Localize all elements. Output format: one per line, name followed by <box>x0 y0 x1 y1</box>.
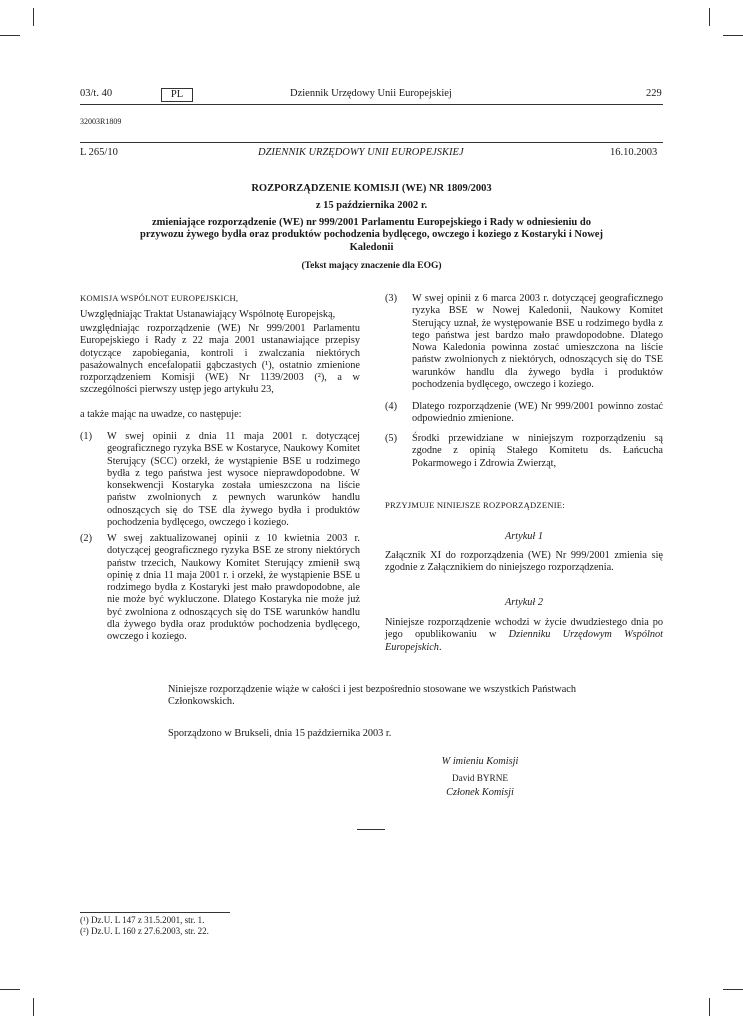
footnote-text: Dz.U. L 147 z 31.5.2001, str. 1. <box>90 915 205 925</box>
recital-2 <box>80 533 360 658</box>
recital-5 <box>385 433 663 473</box>
crop-mark <box>709 8 710 26</box>
recital-text: Środki przewidziane w niniejszym rozporządzeniu są zgodne z opinią Stałego Komitetu ds. Łańcucha Pokarmowego i Zdrowia Zwierząt, <box>412 433 663 469</box>
article-2-heading: Artykuł 2 <box>504 597 544 608</box>
signature-role: Członek Komisji <box>446 787 514 798</box>
oj-header-rule <box>80 142 663 143</box>
preamble-commission: KOMISJA WSPÓLNOT EUROPEJSKICH, <box>80 293 239 303</box>
journal-title: Dziennik Urzędowy Unii Europejskiej <box>290 88 452 99</box>
crop-mark <box>723 989 743 990</box>
crop-mark <box>709 998 710 1016</box>
header-rule <box>80 104 663 105</box>
celex-number: 32003R1809 <box>80 117 122 126</box>
recital-number: (5) <box>385 433 398 444</box>
journal-page-number: 229 <box>646 88 662 99</box>
article-1-heading: Artykuł 1 <box>504 531 544 542</box>
footnote-rule <box>80 912 230 913</box>
regulation-title: ROZPORZĄDZENIE KOMISJI (WE) NR 1809/2003 <box>251 183 492 194</box>
recital-3 <box>385 293 663 391</box>
article-2-text <box>385 617 663 654</box>
oj-reference: L 265/10 <box>80 147 118 158</box>
signature-on-behalf: W imieniu Komisji <box>441 756 519 767</box>
recital-number: (3) <box>385 293 398 304</box>
binding-clause: Niniejsze rozporządzenie wiąże w całości i jest bezpośrednio stosowane we wszystkich Państwach Członkowskich. <box>168 684 576 708</box>
crop-mark <box>33 998 34 1016</box>
crop-mark <box>0 35 20 36</box>
article-2-text-start: Niniejsze rozporządzenie wchodzi w życie dwudziestego dnia po jego opublikowaniu w <box>385 617 663 641</box>
recital-1 <box>80 431 360 531</box>
adoption-statement: PRZYJMUJE NINIEJSZE ROZPORZĄDZENIE: <box>385 500 565 510</box>
oj-title: DZIENNIK URZĘDOWY UNII EUROPEJSKIEJ <box>258 147 464 158</box>
footnote-text: Dz.U. L 160 z 27.6.2003, str. 22. <box>90 926 209 936</box>
footnote-mark: (¹) <box>80 915 89 925</box>
article-1-text: Załącznik XI do rozporządzenia (WE) Nr 999/2001 zmienia się zgodnie z Załącznikiem do niniejszego rozporządzenia. <box>385 550 663 574</box>
recital-4 <box>385 401 663 427</box>
preamble-regulation: uwzględniając rozporządzenie (WE) Nr 999/2001 Parlamentu Europejskiego i Rady z 22 maja 2001 ustanawiające przepisy dotyczące zapobiegania, kontroli i zwalczania niektórych pasażowalnych encefalopatii gąbczastych (¹), ostatnio zmienione rozporządzeniem Komisji (WE) Nr 1139/2003 (²), a w szczególności pierwszy ustęp jego artykułu 23, <box>80 323 360 396</box>
journal-issue: 03/t. 40 <box>80 88 113 99</box>
article-2-text-end: . <box>438 641 442 653</box>
journal-name-italic: Dzienniku Urzędowym Wspólnot Europejskich <box>385 629 663 653</box>
recital-text: W swej opinii z 6 marca 2003 r. dotyczącej geograficznego ryzyka BSE w Nowej Kaledonii, Naukowy Komitet Sterujący uznał, że występowanie BSE u rodzimego bydła z tego państwa jest bardzo mało prawdopodobne. Dlatego Nowa Kaledonia powinna zostać umieszczona na liście państw zwolnionych z niektórych, odnoszących się do TSE warunków handlu dla żywego bydła i produktów pochodzenia bydlęcego, owczego i koziego. <box>412 293 663 391</box>
recital-number: (2) <box>80 533 93 544</box>
crop-mark <box>33 8 34 26</box>
recital-text: Dlatego rozporządzenie (WE) Nr 999/2001 powinno zostać odpowiednio zmienione. <box>412 401 663 425</box>
recital-number: (1) <box>80 431 93 442</box>
footnote-mark: (²) <box>80 926 89 936</box>
language-badge: PL <box>161 88 193 102</box>
preamble-whereas: a także mając na uwadze, co następuje: <box>80 409 242 420</box>
recital-text: W swej opinii z dnia 11 maja 2001 r. dotyczącej geograficznego ryzyka BSE w Kostaryce, Naukowy Komitet Sterujący (SCC) orzekł, że wystąpienie BSE u rodzimego bydła z tego państwa jest wysoce nieprawdopodobne. W konsekwencji Kostaryka została umieszczona na liście państw zwolnionych z pewnych warunków handlu odnoszących się do TSE dla żywego bydła i produktów pochodzenia bydlęcego, owczego i koziego. <box>107 431 360 529</box>
end-rule <box>357 829 385 830</box>
footnote-1 <box>80 915 204 926</box>
recital-number: (4) <box>385 401 398 412</box>
signature-name: David BYRNE <box>452 773 508 783</box>
regulation-subject: zmieniające rozporządzenie (WE) nr 999/2001 Parlamentu Europejskiego i Rady w odniesieniu do przywozu żywego bydła oraz produktów pochodzenia bydlęcego, owczego i koziego z Kostaryki i Nowej Kaledonii <box>140 217 603 253</box>
footnote-2 <box>80 926 209 937</box>
preamble-treaty: Uwzględniając Traktat Ustanawiający Wspólnotę Europejską, <box>80 309 336 320</box>
eea-relevance: (Tekst mający znaczenie dla EOG) <box>301 261 442 271</box>
oj-date: 16.10.2003 <box>610 147 658 158</box>
crop-mark <box>0 989 20 990</box>
done-at: Sporządzono w Brukseli, dnia 15 października 2003 r. <box>168 728 392 739</box>
crop-mark <box>723 35 743 36</box>
regulation-date: z 15 października 2002 r. <box>315 200 428 211</box>
recital-text: W swej zaktualizowanej opinii z 10 kwietnia 2003 r. dotyczącej geograficznego ryzyka BSE ze strony niektórych państw trzecich, Naukowy Komitet Sterujący zmienił swą opinię z dnia 11 maja 2001 r. i orzekł, że wystąpienie BSE u rodzimego bydła z Kostaryki jest mało prawdopodobne, ale nie może być wykluczone. Dlatego Kostaryka nie może już być zwolniona z odnoszących się do TSE warunków handlu dla żywego bydła oraz produktów pochodzenia bydlęcego, owczego i koziego. <box>107 533 360 643</box>
